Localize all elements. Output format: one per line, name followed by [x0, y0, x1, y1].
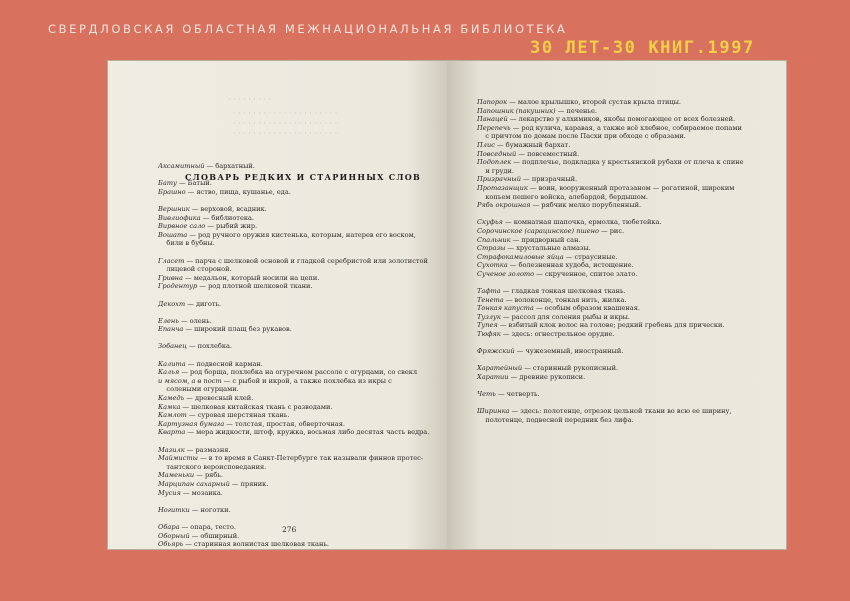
dictionary-entry: Камлот — суровая шерстяная ткань. [158, 411, 290, 420]
dictionary-entry: Рябь окрошная — рябчик мелко порубленный. [477, 201, 642, 210]
dictionary-entry: Зобанец — похлебка. [158, 342, 232, 351]
dictionary-entry: Тенета — волоконце, тонкая нить, жилка. [477, 295, 627, 304]
dictionary-entry: Сорочинское (сарацинское) пшено — рис. [477, 226, 625, 235]
entry-gap [158, 514, 443, 523]
dictionary-entry: Тафта — гладкая тонкая шелковая ткань. [477, 287, 626, 296]
entry-gap [158, 196, 443, 205]
dictionary-entry: Картузная бумага — толстая, простая, обверточная. [158, 419, 345, 428]
dictionary-title: СЛОВАРЬ РЕДКИХ И СТАРИННЫХ СЛОВ [185, 172, 422, 182]
dictionary-entry: Папорок — малое крылышко, второй сустав крыла птицы. [477, 98, 681, 106]
dictionary-entry: полотенце, подвесной передник без лифа. [477, 415, 634, 424]
dictionary-entry: Маменьки — рябь. [158, 471, 223, 480]
dictionary-entry: Тупея — взбитый клок волос на голове; редкий гребень для прически. [477, 321, 725, 330]
right-page [447, 61, 786, 549]
dictionary-entry: Ногитки — ноготки. [158, 505, 231, 514]
dictionary-entry: Гривна — медальон, который носили на цепи. [158, 273, 320, 282]
dictionary-entry: и груди. [477, 166, 514, 175]
dictionary-entry: Камедь — древесный клей. [158, 394, 254, 403]
entry-gap [477, 399, 782, 408]
dictionary-entry: Сученое золото — скрученное, спитое злато. [477, 269, 638, 278]
dictionary-entry: били в бубны. [158, 239, 215, 248]
entry-gap [477, 278, 782, 287]
dictionary-entry: Марципан сахарный — пряник. [158, 479, 269, 488]
dictionary-entry: Харатии — древние рукописи. [477, 373, 586, 381]
dictionary-entry: Панацей — лекарство у алхимиков, якобы помогающее от всех болезней. [477, 115, 736, 124]
dictionary-entry: Маймисты — в то время в Санкт-Петербурге так называли финнов протес- [158, 454, 424, 463]
dictionary-entry: Ширинка — здесь: полотенце, отрезок цельной ткани во всю ее ширину, [477, 407, 732, 416]
dictionary-entry: Сухотка — болезненная худоба, истощение. [477, 261, 634, 270]
dictionary-entry: с причтом по домам после Пасхи при обходе с образами. [477, 132, 686, 141]
dictionary-entry: Плис — бумажный бархат. [477, 140, 571, 149]
page-number: 276 [282, 525, 297, 534]
entry-gap [477, 356, 782, 365]
dictionary-entry: Аксамитный — бархатный. [158, 162, 255, 170]
entry-gap [158, 351, 443, 360]
series-title: 30 ЛЕТ-30 КНИГ.1997 [530, 38, 755, 58]
entry-gap [158, 308, 443, 317]
entry-gap [158, 334, 443, 343]
dictionary-entry: Тонкая капуста — особым образом квашеная. [477, 304, 640, 313]
entry-gap [158, 497, 443, 506]
dictionary-entry: Вивлиофика — библиотека. [158, 213, 254, 222]
dictionary-entry: Брашно — яство, пища, кушанье, еда. [158, 187, 291, 196]
dictionary-entry: лицевой стороной. [158, 265, 232, 274]
dictionary-entry: Вирвное сало — рыбий жир. [158, 222, 258, 231]
library-name: СВЕРДЛОВСКАЯ ОБЛАСТНАЯ МЕЖНАЦИОНАЛЬНАЯ БИБЛИОТЕКА [48, 22, 568, 36]
dictionary-entry: Обьярь — старинная волнистая шелковая ткань. [158, 540, 330, 549]
entry-gap [477, 210, 782, 219]
left-page: · · · · · · · · · · · · · · · · · · · · · · · · · · · · · · · · · · · · · · · · · · · · · · · · · · · · · · · · · · · · · · · · · · · · · · · · СЛОВАРЬ РЕДКИХ И СТАРИННЫХ СЛОВ Аксамитный — бархатный. Бату — Батый. Брашно — яство, пища, кушанье, еда. Вершник — верховой, всадник. Вивлиофика — библиотека. Вирвное сало — рыбий жир. Вошата — род ручного оружия кистенька, которым, натерев его воском, били в бубны. Гласет — парча с шелковой основой и гладкой серебристой или золотистой лицевой стороной. Гривна — медальон, который носили на цепи. Гродентур — род плотной шелковой ткани. Декохт — диготь. Елень — олень. Епанча — широкий плащ без рукавов. Зобанец — похлебка. Калита — подвесной карман. Калья — род борща, похлебка на огуречном рассоле с огурцами, со свекл и мясом, а в пост — с рыбой и икрой, а также похлебка из икры с солеными огурцами. Камедь — древесный клей. Камка — шелковая китайская ткань с разводами. Камлот — суровая шерстяная ткань. Картузная бумага — толстая, простая, обверточная. Кварта — мера жидкости, штоф, кружка, восьмая либо десятая часть ведра. Мазилк — размазня. Маймисты — в то время в Санкт-Петербурге так называли финнов протес- тантского вероисповедания. Маменьки — рябь. Марципан сахарный — пряник. Мусия — мозаика. Ногитки — ноготки. Обара — опара, тесто. Оборный — обширный. Обьярь — старинная волнистая шелковая ткань. 276 [108, 61, 447, 549]
dictionary-entry: Стразы — хрустальные алмазы. [477, 244, 591, 253]
dictionary-entry: Гласет — парча с шелковой основой и гладкой серебристой или золотистой [158, 256, 428, 265]
dictionary-entry: Бату — Батый. [158, 179, 212, 188]
dictionary-entry: копьем пешего войска, алебардой, бердышом. [477, 192, 648, 201]
entry-gap [158, 291, 443, 300]
dictionary-entry: Епанча — широкий плащ без рукавов. [158, 325, 292, 334]
dictionary-entry: Спальник — придворный сан. [477, 235, 581, 244]
open-book [108, 61, 786, 549]
dictionary-entry: Обара — опара, тесто. [158, 522, 236, 531]
dictionary-entry: Папошник (пакушник) — печенье. [477, 106, 597, 115]
entry-gap [477, 382, 782, 391]
left-entries [158, 162, 443, 549]
dictionary-entry: Оборный — обширный. [158, 531, 240, 540]
dictionary-entry: Четь — четверть. [477, 390, 540, 399]
dictionary-entry: Гродентур — род плотной шелковой ткани. [158, 282, 313, 291]
dictionary-entry: Скуфья — комнатная шапочка, ермолка, тюбетейка. [477, 218, 662, 227]
dictionary-entry: Перепечь — род кулича, каравая, а также всё хлебное, собираемое попами [477, 123, 742, 132]
dictionary-entry: Повседный — повсеместный. [477, 149, 580, 158]
entry-gap [158, 171, 443, 180]
dictionary-entry: Мусия — мозаика. [158, 488, 223, 497]
dictionary-entry: Калья — род борща, похлебка на огуречном рассоле с огурцами, со свекл [158, 368, 418, 377]
dictionary-entry: тантского вероисповедания. [158, 462, 267, 471]
right-entries [477, 98, 782, 425]
dictionary-entry: Подоплек — подплечье, подкладка у крестьянской рубахи от плеча к спине [477, 158, 744, 167]
entry-gap [158, 248, 443, 257]
dictionary-entry: Фряжский — чужеземный, иностранный. [477, 347, 624, 356]
dictionary-entry: Вершник — верховой, всадник. [158, 204, 267, 213]
dictionary-entry: Призрачный — призрачный. [477, 175, 578, 184]
dictionary-entry: и мясом, а в пост — с рыбой и икрой, а также похлебка из икры с [158, 376, 392, 385]
dictionary-entry: Камка — шелковая китайская ткань с разводами. [158, 402, 333, 411]
dictionary-entry: Протазанщик — воин, вооруженный протазаном — рогатиной, широким [477, 183, 735, 192]
dictionary-entry: Мазилк — размазня. [158, 445, 231, 454]
dictionary-entry: Елень — олень. [158, 316, 212, 325]
dictionary-entry: Тузлук — рассол для соления рыбы и икры. [477, 312, 631, 321]
dictionary-entry: солеными огурцами. [158, 385, 239, 394]
dictionary-entry: Тюфяк — здесь: огнестрельное орудие. [477, 330, 615, 339]
dictionary-entry: Страфокамиловые яйца — страусиные. [477, 252, 618, 261]
dictionary-entry: Кварта — мера жидкости, штоф, кружка, восьмая либо десятая часть ведра. [158, 428, 430, 437]
dictionary-entry: Декохт — диготь. [158, 299, 222, 308]
dictionary-entry: Калита — подвесной карман. [158, 359, 263, 368]
dictionary-entry: Харатейный — старинный рукописный. [477, 364, 619, 373]
entry-gap [477, 339, 782, 348]
dictionary-entry: Вошата — род ручного оружия кистенька, которым, натерев его воском, [158, 230, 416, 239]
entry-gap [158, 437, 443, 446]
